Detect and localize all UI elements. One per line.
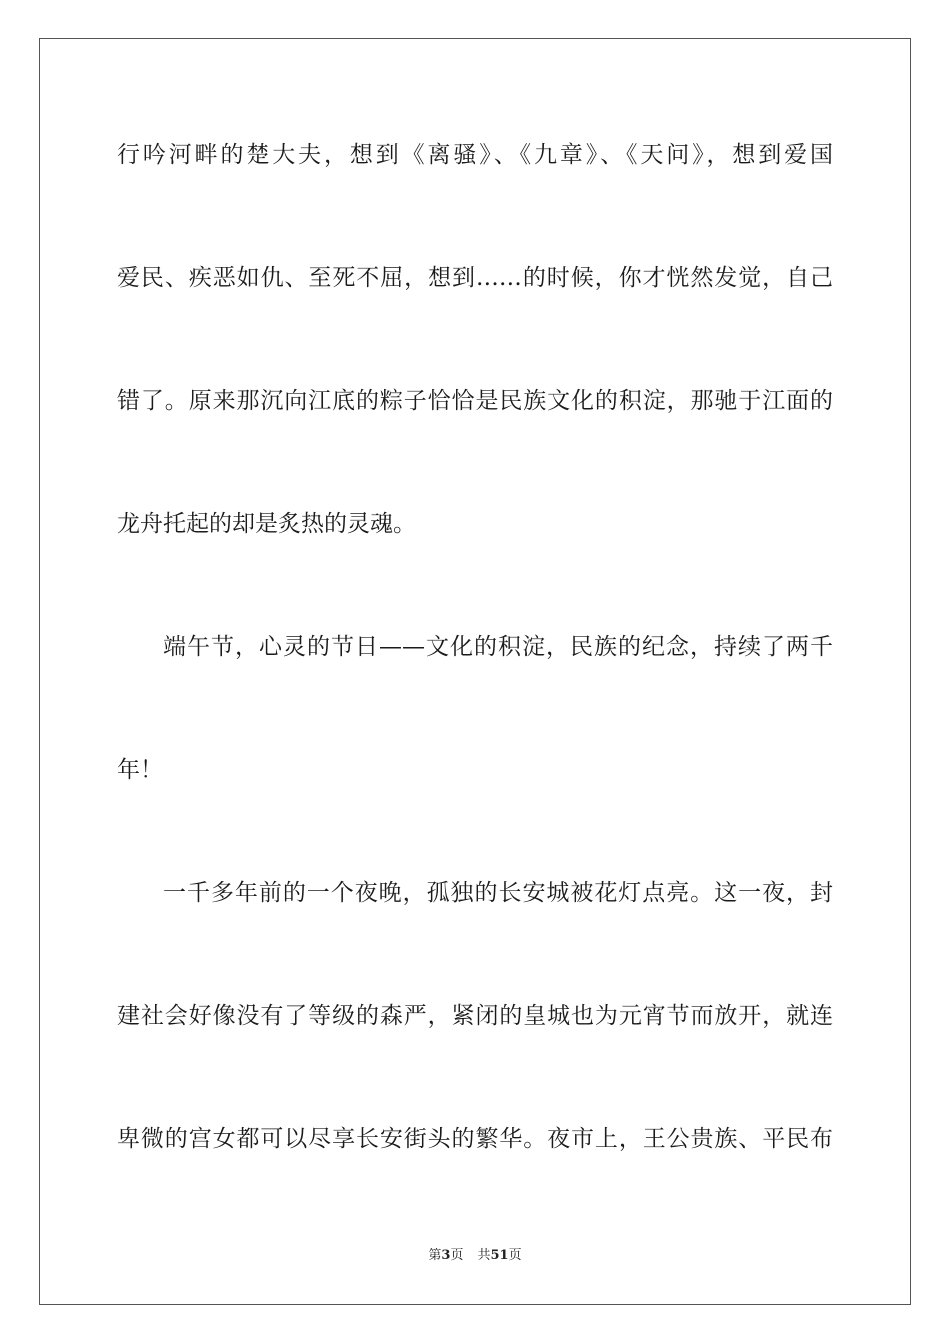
page-prefix: 第 — [428, 1248, 442, 1263]
text-line: 错了。原来那沉向江底的粽子恰恰是民族文化的积淀，那驰于江面的 — [117, 388, 833, 414]
page-footer — [0, 1247, 950, 1265]
paragraph-start-line: 端午节，心灵的节日——文化的积淀，民族的纪念，持续了两千 — [163, 634, 833, 660]
page-number: 3 — [441, 1248, 451, 1263]
total-pages: 51 — [490, 1248, 509, 1263]
total-suffix: 页 — [508, 1248, 522, 1263]
text-line: 卑微的宫女都可以尽享长安街头的繁华。夜市上，王公贵族、平民布 — [117, 1126, 833, 1152]
page-border — [39, 38, 911, 1305]
text-line: 年！ — [117, 757, 163, 783]
text-line: 建社会好像没有了等级的森严，紧闭的皇城也为元宵节而放开，就连 — [117, 1003, 833, 1029]
total-prefix: 共 — [477, 1248, 491, 1263]
text-line: 龙舟托起的却是炙热的灵魂。 — [117, 511, 416, 537]
text-line: 行吟河畔的楚大夫，想到《离骚》、《九章》、《天问》，想到爱国 — [117, 142, 833, 168]
text-line: 爱民、疾恶如仇、至死不屈，想到……的时候，你才恍然发觉，自己 — [117, 265, 833, 291]
paragraph-start-line: 一千多年前的一个夜晚，孤独的长安城被花灯点亮。这一夜，封 — [163, 880, 833, 906]
page-suffix: 页 — [450, 1248, 464, 1263]
